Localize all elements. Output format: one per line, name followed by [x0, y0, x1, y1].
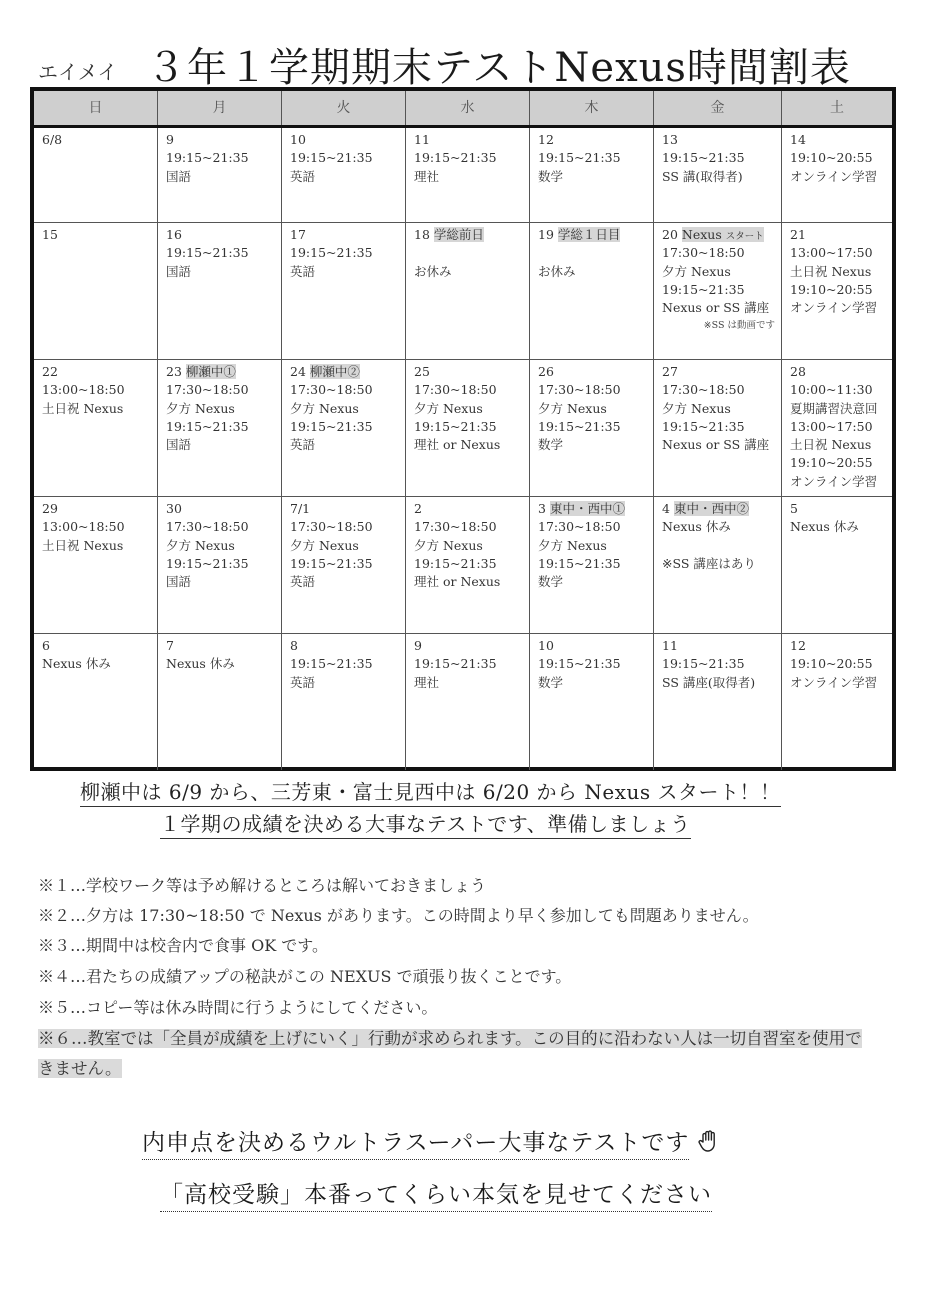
note-1: ※１…学校ワーク等は予め解けるところは解いておきましょう — [38, 876, 487, 895]
weekday-header-cell: 土 — [830, 100, 844, 116]
schedule-line: 19:15~21:35 — [414, 150, 497, 166]
schedule-line: 17:30~18:50 — [290, 519, 373, 535]
schedule-line: 17:30~18:50 — [538, 519, 621, 535]
calendar-day-cell — [530, 497, 654, 633]
day-number: 6 — [42, 638, 50, 653]
event-tag — [682, 227, 764, 242]
schedule-calendar — [30, 87, 896, 771]
day-number: 7/1 — [290, 501, 311, 516]
day-number: 25 — [414, 364, 430, 379]
day-number: 29 — [42, 501, 58, 516]
weekday-header-cell: 木 — [530, 91, 654, 125]
schedule-line: 17:30~18:50 — [166, 382, 249, 398]
schedule-line: 17:30~18:50 — [662, 382, 745, 398]
day-number: 14 — [790, 132, 806, 147]
day-number: 23 — [166, 364, 182, 379]
schedule-line: オンライン学習 — [790, 473, 878, 489]
day-number: 12 — [790, 638, 806, 653]
note-2: ※２…夕方は 17:30~18:50 で Nexus があります。この時間より早く参加しても問題ありません。 — [38, 906, 759, 925]
title-row — [30, 30, 896, 91]
schedule-line: 国語 — [166, 263, 192, 279]
note-6: ※６…教室では「全員が成績を上げにいく」行動が求められます。この目的に沿わない人は一切自習室を使用できません。 — [38, 1029, 862, 1078]
event-tag-text: 柳瀬中② — [309, 364, 360, 379]
schedule-line: 17:30~18:50 — [166, 519, 249, 535]
day-number: 2 — [414, 501, 422, 516]
note-5: ※５…コピー等は休み時間に行うようにしてください。 — [38, 998, 438, 1017]
event-tag-text: 柳瀬中① — [185, 364, 236, 379]
calendar-day-cell — [654, 128, 782, 222]
schedule-line — [414, 244, 525, 262]
cell-footnote: ※SS は動画です — [703, 320, 775, 332]
schedule-line: SS 講座(取得者) — [662, 674, 756, 690]
weekday-header — [34, 91, 892, 128]
schedule-line: 数学 — [538, 168, 564, 184]
event-tag — [674, 501, 749, 516]
event-tag — [550, 501, 625, 516]
schedule-line: 13:00~17:50 — [790, 418, 873, 434]
day-number: 30 — [166, 501, 182, 516]
calendar-day-cell — [282, 223, 406, 359]
calendar-day-cell — [782, 223, 892, 359]
schedule-line: 13:00~18:50 — [42, 382, 125, 398]
calendar-day-cell — [782, 360, 892, 496]
day-number: 7 — [166, 638, 174, 653]
weekday-header-cell: 日 — [34, 91, 158, 125]
schedule-line: 19:15~21:35 — [538, 555, 621, 571]
day-number: 28 — [790, 364, 806, 379]
calendar-day-cell — [34, 634, 158, 770]
schedule-line: 英語 — [290, 437, 316, 453]
schedule-line: 13:00~18:50 — [42, 519, 125, 535]
day-number: 10 — [290, 132, 306, 147]
schedule-line: Nexus or SS 講座 — [662, 300, 770, 316]
schedule-line: 夕方 Nexus — [414, 400, 483, 416]
schedule-line: 19:15~21:35 — [166, 418, 249, 434]
schedule-line: 夕方 Nexus — [538, 537, 607, 553]
schedule-line: 数学 — [538, 674, 564, 690]
page-title: ３年１学期期末テストNexus時間割表 — [146, 45, 851, 91]
calendar-day-cell — [530, 223, 654, 359]
calendar-day-cell — [282, 497, 406, 633]
schedule-line: 夕方 Nexus — [166, 537, 235, 553]
calendar-day-cell — [782, 634, 892, 770]
day-number: 3 — [538, 501, 546, 516]
schedule-line — [538, 244, 649, 262]
weekday-header-cell: 水 — [406, 91, 530, 125]
calendar-day-cell — [530, 128, 654, 222]
schedule-line: 英語 — [290, 574, 316, 590]
schedule-line: Nexus 休み — [166, 656, 235, 672]
day-number: 11 — [662, 638, 678, 653]
schedule-line: 数学 — [538, 437, 564, 453]
schedule-line: 夕方 Nexus — [662, 263, 731, 279]
schedule-line: 理社 or Nexus — [414, 437, 501, 453]
day-number-line — [538, 500, 649, 518]
schedule-line: 土日祝 Nexus — [42, 400, 124, 416]
calendar-day-cell — [782, 497, 892, 633]
day-number: 19 — [538, 227, 554, 242]
calendar-day-cell — [530, 634, 654, 770]
schedule-line: 19:15~21:35 — [538, 150, 621, 166]
event-tag-text: 学総前日 — [433, 227, 484, 242]
closing-line-2: 「高校受験」本番ってくらい本気を見せてください — [160, 1176, 712, 1209]
schedule-line: Nexus 休み — [662, 519, 731, 535]
schedule-line: 国語 — [166, 168, 192, 184]
schedule-line: 理社 — [414, 674, 440, 690]
weekday-header-cell: 月 — [158, 91, 282, 125]
calendar-day-cell — [406, 223, 530, 359]
calendar-day-cell — [34, 497, 158, 633]
event-tag-text: 東中・西中② — [673, 501, 749, 516]
weekday-header-cell: 金 — [654, 91, 782, 125]
day-number: 18 — [414, 227, 430, 242]
event-tag — [310, 364, 360, 379]
calendar-day-cell — [654, 223, 782, 359]
calendar-week-row — [34, 128, 892, 223]
schedule-line: 19:15~21:35 — [538, 418, 621, 434]
schedule-line: お休み — [414, 263, 452, 279]
schedule-line: 17:30~18:50 — [662, 245, 745, 261]
event-tag-sub: スタート — [725, 231, 764, 242]
schedule-line: 夕方 Nexus — [662, 400, 731, 416]
calendar-week-row — [34, 360, 892, 497]
note-4: ※４…君たちの成績アップの秘訣がこの NEXUS で頑張り抜くことです。 — [38, 967, 572, 986]
event-tag-text: Nexus — [681, 227, 722, 242]
schedule-line: 17:30~18:50 — [538, 382, 621, 398]
day-number: 17 — [290, 227, 306, 242]
day-number-line — [166, 363, 277, 381]
schedule-line: SS 講(取得者) — [662, 168, 743, 184]
calendar-day-cell — [282, 634, 406, 770]
schedule-line: 13:00~17:50 — [790, 245, 873, 261]
schedule-line: 夕方 Nexus — [290, 537, 359, 553]
schedule-line: 19:15~21:35 — [166, 150, 249, 166]
event-tag — [434, 227, 484, 242]
schedule-line: 19:15~21:35 — [290, 555, 373, 571]
schedule-line: 数学 — [538, 574, 564, 590]
schedule-line: 理社 or Nexus — [414, 574, 501, 590]
schedule-line: 19:15~21:35 — [290, 418, 373, 434]
schedule-line: 19:15~21:35 — [290, 150, 373, 166]
day-number-line — [414, 226, 525, 244]
day-number: 26 — [538, 364, 554, 379]
calendar-day-cell — [782, 128, 892, 222]
schedule-line: 19:10~20:55 — [790, 150, 873, 166]
calendar-day-cell — [282, 128, 406, 222]
calendar-day-cell — [406, 128, 530, 222]
day-number: 4 — [662, 501, 670, 516]
schedule-line: 19:15~21:35 — [414, 555, 497, 571]
closing-line-1: 内申点を決めるウルトラスーパー大事なテストです — [142, 1124, 720, 1157]
schedule-line: 英語 — [290, 674, 316, 690]
schedule-line: 夏期講習決意回 — [790, 400, 878, 416]
event-tag — [186, 364, 236, 379]
calendar-day-cell — [654, 497, 782, 633]
calendar-week-row — [34, 634, 892, 770]
calendar-day-cell — [158, 634, 282, 770]
day-number: 9 — [414, 638, 422, 653]
schedule-line: ※SS 講座はあり — [662, 555, 756, 571]
schedule-line: 土日祝 Nexus — [790, 263, 872, 279]
day-number: 11 — [414, 132, 430, 147]
raised-hand-icon — [698, 1129, 720, 1153]
slogan-line-1: 柳瀬中は 6/9 から、三芳東・富士見西中は 6/20 から Nexus スタート！！ — [80, 776, 781, 805]
schedule-line: オンライン学習 — [790, 674, 878, 690]
schedule-line: 17:30~18:50 — [414, 519, 497, 535]
schedule-line: Nexus or SS 講座 — [662, 437, 770, 453]
schedule-line: 英語 — [290, 168, 316, 184]
calendar-day-cell — [34, 360, 158, 496]
day-number-line — [538, 226, 649, 244]
schedule-line: 19:15~21:35 — [662, 281, 745, 297]
calendar-day-cell — [282, 360, 406, 496]
event-tag — [558, 227, 621, 242]
schedule-line: 17:30~18:50 — [414, 382, 497, 398]
schedule-line: 17:30~18:50 — [290, 382, 373, 398]
schedule-line: 理社 — [414, 168, 440, 184]
event-tag-text: 学総１日目 — [557, 227, 621, 242]
day-number: 10 — [538, 638, 554, 653]
schedule-line: 19:10~20:55 — [790, 281, 873, 297]
title-prefix: エイメイ — [38, 60, 118, 84]
day-number: 5 — [790, 501, 798, 516]
schedule-line: 19:10~20:55 — [790, 656, 873, 672]
calendar-day-cell — [530, 360, 654, 496]
schedule-line — [662, 537, 777, 555]
schedule-line: 19:15~21:35 — [290, 656, 373, 672]
day-number: 21 — [790, 227, 806, 242]
calendar-day-cell — [158, 497, 282, 633]
schedule-line: 19:15~21:35 — [662, 150, 745, 166]
schedule-line: 国語 — [166, 574, 192, 590]
schedule-line: Nexus 休み — [790, 519, 859, 535]
calendar-day-cell — [406, 360, 530, 496]
schedule-line: お休み — [538, 263, 576, 279]
day-number: 12 — [538, 132, 554, 147]
day-number: 24 — [290, 364, 306, 379]
day-number-line — [290, 363, 401, 381]
note-3: ※３…期間中は校舎内で食事 OK です。 — [38, 936, 328, 955]
schedule-line: 土日祝 Nexus — [42, 537, 124, 553]
day-number-line — [662, 226, 777, 244]
schedule-line: 19:15~21:35 — [538, 656, 621, 672]
schedule-line: 土日祝 Nexus — [790, 437, 872, 453]
day-number: 22 — [42, 364, 58, 379]
schedule-line: 19:15~21:35 — [414, 418, 497, 434]
day-number: 9 — [166, 132, 174, 147]
calendar-body — [34, 128, 892, 770]
calendar-day-cell — [406, 497, 530, 633]
calendar-week-row — [34, 497, 892, 634]
day-number-line — [662, 500, 777, 518]
calendar-day-cell — [158, 223, 282, 359]
schedule-line: 19:15~21:35 — [662, 418, 745, 434]
schedule-line: 夕方 Nexus — [538, 400, 607, 416]
schedule-line: オンライン学習 — [790, 300, 878, 316]
schedule-line: 19:15~21:35 — [290, 245, 373, 261]
schedule-line: 夕方 Nexus — [166, 400, 235, 416]
schedule-line: Nexus 休み — [42, 656, 111, 672]
calendar-day-cell — [406, 634, 530, 770]
calendar-day-cell — [158, 360, 282, 496]
schedule-line: 10:00~11:30 — [790, 382, 873, 398]
day-number: 27 — [662, 364, 678, 379]
schedule-line: 19:10~20:55 — [790, 455, 873, 471]
schedule-line: 19:15~21:35 — [166, 245, 249, 261]
calendar-day-cell — [158, 128, 282, 222]
day-number: 8 — [290, 638, 298, 653]
day-number: 20 — [662, 227, 678, 242]
weekday-header-cell: 火 — [282, 91, 406, 125]
slogan-line-2: １学期の成績を決める大事なテストです、準備しましょう — [160, 808, 691, 837]
schedule-line: 19:15~21:35 — [662, 656, 745, 672]
schedule-line: 19:15~21:35 — [166, 555, 249, 571]
schedule-line: 英語 — [290, 263, 316, 279]
day-number: 15 — [42, 227, 58, 242]
schedule-line: 夕方 Nexus — [414, 537, 483, 553]
schedule-line: オンライン学習 — [790, 168, 878, 184]
day-number: 13 — [662, 132, 678, 147]
day-number: 16 — [166, 227, 182, 242]
calendar-day-cell — [654, 634, 782, 770]
calendar-week-row — [34, 223, 892, 360]
calendar-day-cell — [34, 128, 158, 222]
schedule-line: 夕方 Nexus — [290, 400, 359, 416]
calendar-day-cell — [654, 360, 782, 496]
day-number: 6/8 — [42, 132, 63, 147]
schedule-line: 19:15~21:35 — [414, 656, 497, 672]
calendar-day-cell — [34, 223, 158, 359]
schedule-line: 国語 — [166, 437, 192, 453]
event-tag-text: 東中・西中① — [549, 501, 625, 516]
